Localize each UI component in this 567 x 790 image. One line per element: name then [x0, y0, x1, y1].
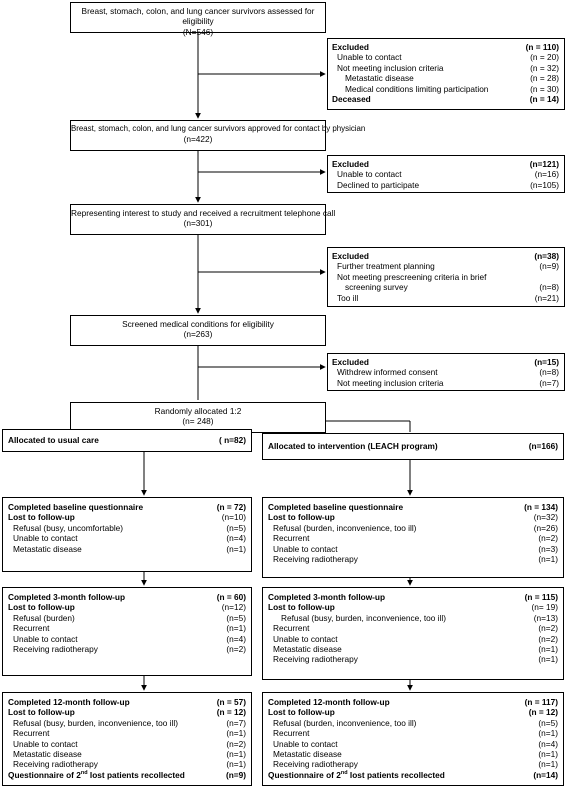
reason-label: Unable to contact — [273, 738, 338, 749]
intervention-3month-box — [262, 587, 564, 680]
stage-title: Completed baseline questionnaire — [268, 502, 404, 512]
lost-count: (n = 12) — [528, 707, 558, 718]
lost-label: Lost to follow-up — [268, 602, 335, 613]
excluded-count: (n = 110) — [525, 42, 559, 52]
recollect-count: (n=14) — [533, 769, 558, 780]
lost-label: Lost to follow-up — [8, 707, 75, 718]
reason-label: Refusal (burden, inconvenience, too ill) — [273, 522, 417, 533]
reason-label: Unable to contact — [337, 169, 402, 180]
deceased-label: Deceased — [332, 94, 371, 105]
excluded-box-3 — [327, 247, 565, 307]
reason-label: Unable to contact — [13, 533, 78, 544]
stage-count: (n = 72) — [216, 502, 246, 512]
reason-count: (n=2) — [226, 644, 246, 655]
reason-count: (n=3) — [538, 543, 558, 554]
reason-label: Metastatic disease — [345, 73, 414, 84]
reason-label: screening survey — [345, 282, 408, 293]
reason-label: Refusal (burden, inconvenience, too ill) — [273, 717, 417, 728]
lost-label: Lost to follow-up — [268, 512, 335, 523]
reason-count: (n=1) — [226, 543, 246, 554]
stage-count: (n = 117) — [524, 697, 558, 707]
interest-box — [70, 204, 336, 235]
reason-label: Refusal (busy, burden, inconvenience, too ill) — [281, 612, 446, 623]
reason-label: Receiving radiotherapy — [273, 654, 358, 665]
reason-count: (n = 20) — [530, 52, 559, 63]
reason-count: (n = 32) — [530, 62, 559, 73]
reason-label: Metastatic disease — [273, 749, 342, 760]
reason-count: (n=105) — [530, 179, 559, 190]
reason-label: Medical conditions limiting participation — [345, 83, 489, 94]
recollect-label: Questionnaire of 2nd lost patients recollected — [8, 769, 185, 780]
usual-12month-box — [2, 692, 252, 786]
alloc-count: ( n=82) — [219, 435, 246, 446]
reason-count: (n=7) — [226, 717, 246, 728]
approved-box — [70, 120, 366, 151]
reason-count: (n = 28) — [530, 73, 559, 84]
reason-label: Refusal (busy, burden, inconvenience, too ill) — [13, 717, 178, 728]
excluded-count: (n=38) — [534, 251, 559, 261]
reason-count: (n=4) — [226, 533, 246, 544]
reason-count: (n=2) — [538, 623, 558, 634]
reason-label: Unable to contact — [13, 633, 78, 644]
reason-label: Not meeting prescreening criteria in brief — [337, 271, 487, 282]
reason-label: Recurrent — [273, 533, 310, 544]
interest-text: Representing interest to study and received a recruitment telephone call — [71, 208, 336, 218]
recollect-label: Questionnaire of 2nd lost patients recollected — [268, 769, 445, 780]
reason-label: Refusal (busy, uncomfortable) — [13, 522, 124, 533]
reason-count: (n=1) — [226, 623, 246, 634]
reason-label: Metastatic disease — [13, 749, 82, 760]
reason-count: (n=8) — [539, 367, 559, 378]
reason-count: (n=8) — [539, 282, 559, 293]
excluded-count: (n=121) — [529, 159, 559, 169]
excluded-box-4 — [327, 353, 565, 391]
reason-count: (n=1) — [538, 654, 558, 665]
lost-label: Lost to follow-up — [8, 602, 75, 613]
reason-label: Recurrent — [273, 728, 310, 739]
reason-count: (n=2) — [538, 533, 558, 544]
assessed-box — [70, 2, 326, 37]
reason-count: (n=13) — [533, 612, 558, 623]
lost-count: (n= 19) — [531, 602, 558, 613]
reason-count: (n=1) — [538, 759, 558, 770]
reason-label: Metastatic disease — [13, 543, 82, 554]
reason-count: (n=1) — [226, 728, 246, 739]
reason-label: Receiving radiotherapy — [13, 759, 98, 770]
stage-title: Completed baseline questionnaire — [8, 502, 144, 512]
stage-title: Completed 3-month follow-up — [268, 592, 386, 602]
reason-count: (n=16) — [534, 169, 559, 180]
lost-label: Lost to follow-up — [8, 512, 75, 523]
excluded-title: Excluded — [332, 251, 369, 261]
excluded-count: (n=15) — [534, 357, 559, 367]
assessed-text: Breast, stomach, colon, and lung cancer survivors assessed for eligibility — [81, 6, 315, 27]
excluded-title: Excluded — [332, 42, 369, 52]
lost-count: (n = 12) — [216, 707, 246, 718]
alloc-count: (n=166) — [528, 441, 558, 452]
stage-count: (n = 134) — [524, 502, 558, 512]
reason-count: (n=1) — [538, 554, 558, 565]
reason-count: (n=1) — [538, 644, 558, 655]
reason-label: Recurrent — [273, 623, 310, 634]
lost-count: (n=12) — [221, 602, 246, 613]
reason-label: Withdrew informed consent — [337, 367, 438, 378]
screened-count: (n=263) — [183, 329, 213, 340]
reason-label: Too ill — [337, 292, 359, 303]
reason-label: Unable to contact — [273, 543, 338, 554]
approved-count: (n=422) — [183, 134, 213, 145]
reason-label: Receiving radiotherapy — [13, 644, 98, 655]
reason-count: (n=1) — [226, 749, 246, 760]
screened-box — [70, 315, 326, 346]
assessed-count: (N=546) — [182, 26, 214, 37]
stage-title: Completed 12-month follow-up — [8, 697, 130, 707]
alloc-label: Allocated to intervention (LEACH program) — [268, 441, 438, 452]
alloc-label: Allocated to usual care — [8, 435, 99, 446]
lost-count: (n=32) — [533, 512, 558, 523]
reason-label: Recurrent — [13, 623, 50, 634]
stage-count: (n = 57) — [216, 697, 246, 707]
approved-text: Breast, stomach, colon, and lung cancer survivors approved for contact by physician — [71, 124, 366, 133]
reason-label: Declined to participate — [337, 179, 420, 190]
reason-label: Recurrent — [13, 728, 50, 739]
reason-count: (n=4) — [226, 633, 246, 644]
reason-count: (n=1) — [538, 728, 558, 739]
excluded-box-1 — [327, 38, 565, 110]
screened-text: Screened medical conditions for eligibility — [122, 319, 274, 329]
reason-count: (n=7) — [539, 377, 559, 388]
interest-count: (n=301) — [183, 218, 213, 229]
stage-count: (n = 115) — [524, 592, 558, 602]
reason-count: (n=1) — [538, 749, 558, 760]
reason-count: (n=5) — [538, 717, 558, 728]
randomized-text: Randomly allocated 1:2 — [154, 406, 242, 416]
recollect-count: (n=9) — [225, 769, 246, 780]
stage-count: (n = 60) — [216, 592, 246, 602]
reason-label: Further treatment planning — [337, 261, 435, 272]
lost-label: Lost to follow-up — [268, 707, 335, 718]
excluded-title: Excluded — [332, 357, 369, 367]
excluded-title: Excluded — [332, 159, 369, 169]
stage-title: Completed 3-month follow-up — [8, 592, 126, 602]
reason-count: (n=4) — [538, 738, 558, 749]
reason-count: (n=5) — [226, 612, 246, 623]
reason-label: Not meeting inclusion criteria — [337, 62, 444, 73]
reason-label: Receiving radiotherapy — [273, 554, 358, 565]
intervention-baseline-box — [262, 497, 564, 578]
excluded-box-2 — [327, 155, 565, 193]
reason-label: Metastatic disease — [273, 644, 342, 655]
reason-label: Unable to contact — [273, 633, 338, 644]
usual-care-alloc-box — [2, 429, 252, 452]
reason-count: (n=2) — [226, 738, 246, 749]
reason-count: (n = 30) — [530, 83, 559, 94]
reason-count: (n=5) — [226, 522, 246, 533]
intervention-12month-box — [262, 692, 564, 786]
randomized-count: (n= 248) — [182, 416, 214, 427]
reason-count: (n=9) — [539, 261, 559, 272]
reason-count: (n=1) — [226, 759, 246, 770]
lost-count: (n=10) — [221, 512, 246, 523]
reason-label: Receiving radiotherapy — [273, 759, 358, 770]
reason-label: Unable to contact — [13, 738, 78, 749]
reason-label: Not meeting inclusion criteria — [337, 377, 444, 388]
intervention-alloc-box — [262, 433, 564, 460]
usual-baseline-box — [2, 497, 252, 572]
reason-count: (n=21) — [534, 292, 559, 303]
reason-label: Unable to contact — [337, 52, 402, 63]
usual-3month-box — [2, 587, 252, 676]
stage-title: Completed 12-month follow-up — [268, 697, 390, 707]
reason-count: (n=2) — [538, 633, 558, 644]
reason-count: (n=26) — [533, 522, 558, 533]
deceased-count: (n = 14) — [529, 94, 559, 105]
reason-label: Refusal (burden) — [13, 612, 75, 623]
